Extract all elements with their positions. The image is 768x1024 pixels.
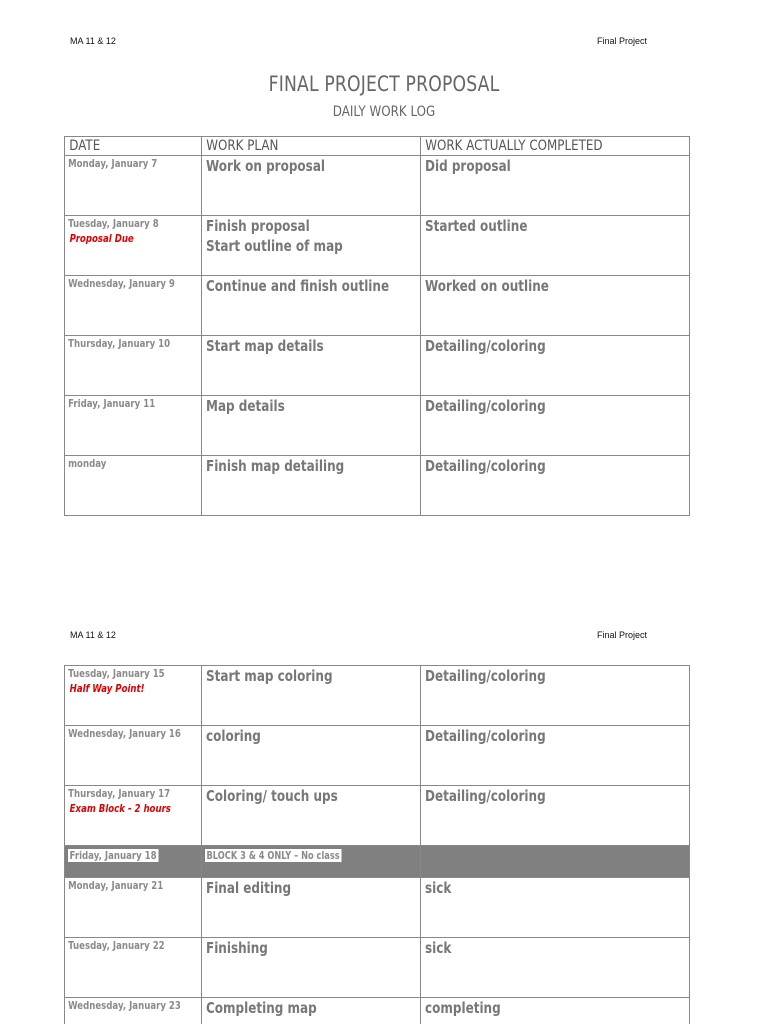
no-class-note: BLOCK 3 & 4 ONLY – No class xyxy=(206,849,340,862)
plan-cell: Finishing xyxy=(202,938,421,998)
document-subtitle: DAILY WORK LOG xyxy=(332,104,436,120)
table-row xyxy=(65,276,690,336)
done-cell: Detailing/coloring xyxy=(421,456,690,516)
date-cell: Friday, January 18 xyxy=(65,846,202,878)
page1-header-left: MA 11 & 12 xyxy=(70,36,116,46)
date-cell: Tuesday, January 8 Proposal Due xyxy=(65,216,202,276)
table-row xyxy=(65,396,690,456)
date-cell: Monday, January 7 xyxy=(65,156,202,216)
plan-cell: Start map coloring xyxy=(202,666,421,726)
plan-cell: Final editing xyxy=(202,878,421,938)
done-cell: completing xyxy=(421,998,690,1024)
date-cell: Thursday, January 10 xyxy=(65,336,202,396)
date-cell: Monday, January 21 xyxy=(65,878,202,938)
table-row-no-class xyxy=(65,846,690,878)
table-row xyxy=(65,786,690,846)
table-row xyxy=(65,456,690,516)
plan-cell: Work on proposal xyxy=(202,156,421,216)
work-log-table-page2 xyxy=(64,665,690,1024)
done-cell: Detailing/coloring xyxy=(421,666,690,726)
done-cell: Detailing/coloring xyxy=(421,786,690,846)
work-log-table-page1 xyxy=(64,136,690,516)
done-cell: Worked on outline xyxy=(421,276,690,336)
done-cell: Did proposal xyxy=(421,156,690,216)
document-title: FINAL PROJECT PROPOSAL xyxy=(268,72,500,96)
exam-note: Exam Block - 2 hours xyxy=(69,802,171,815)
done-cell xyxy=(421,846,690,878)
table-row xyxy=(65,156,690,216)
column-header-date: DATE xyxy=(65,137,202,156)
page2-header-left: MA 11 & 12 xyxy=(70,630,116,640)
milestone-note: Half Way Point! xyxy=(69,682,145,695)
table-row xyxy=(65,336,690,396)
date-cell: Thursday, January 17 Exam Block - 2 hours xyxy=(65,786,202,846)
table-row xyxy=(65,938,690,998)
plan-cell xyxy=(202,846,421,878)
date-cell: monday xyxy=(65,456,202,516)
date-cell: Wednesday, January 16 xyxy=(65,726,202,786)
plan-cell: coloring xyxy=(202,726,421,786)
date-cell: Wednesday, January 9 xyxy=(65,276,202,336)
plan-cell: Completing map xyxy=(202,998,421,1024)
plan-cell: Finish proposal Start outline of map xyxy=(202,216,421,276)
date-cell: Tuesday, January 15 Half Way Point! xyxy=(65,666,202,726)
table-row xyxy=(65,666,690,726)
column-header-work-completed: WORK ACTUALLY COMPLETED xyxy=(421,137,690,156)
plan-cell: Start map details xyxy=(202,336,421,396)
done-cell: sick xyxy=(421,878,690,938)
plan-cell: Continue and finish outline xyxy=(202,276,421,336)
table-row xyxy=(65,878,690,938)
date-cell: Wednesday, January 23 xyxy=(65,998,202,1024)
column-header-work-plan: WORK PLAN xyxy=(202,137,421,156)
done-cell: Detailing/coloring xyxy=(421,396,690,456)
plan-cell: Coloring/ touch ups xyxy=(202,786,421,846)
done-cell: Started outline xyxy=(421,216,690,276)
plan-cell: Map details xyxy=(202,396,421,456)
table-row xyxy=(65,998,690,1024)
date-cell: Tuesday, January 22 xyxy=(65,938,202,998)
table-row xyxy=(65,726,690,786)
done-cell: sick xyxy=(421,938,690,998)
deadline-note: Proposal Due xyxy=(69,232,134,245)
done-cell: Detailing/coloring xyxy=(421,726,690,786)
plan-cell: Finish map detailing xyxy=(202,456,421,516)
page1-header-right: Final Project xyxy=(596,36,647,46)
date-cell: Friday, January 11 xyxy=(65,396,202,456)
table-row xyxy=(65,216,690,276)
done-cell: Detailing/coloring xyxy=(421,336,690,396)
page2-header-right: Final Project xyxy=(596,630,647,640)
